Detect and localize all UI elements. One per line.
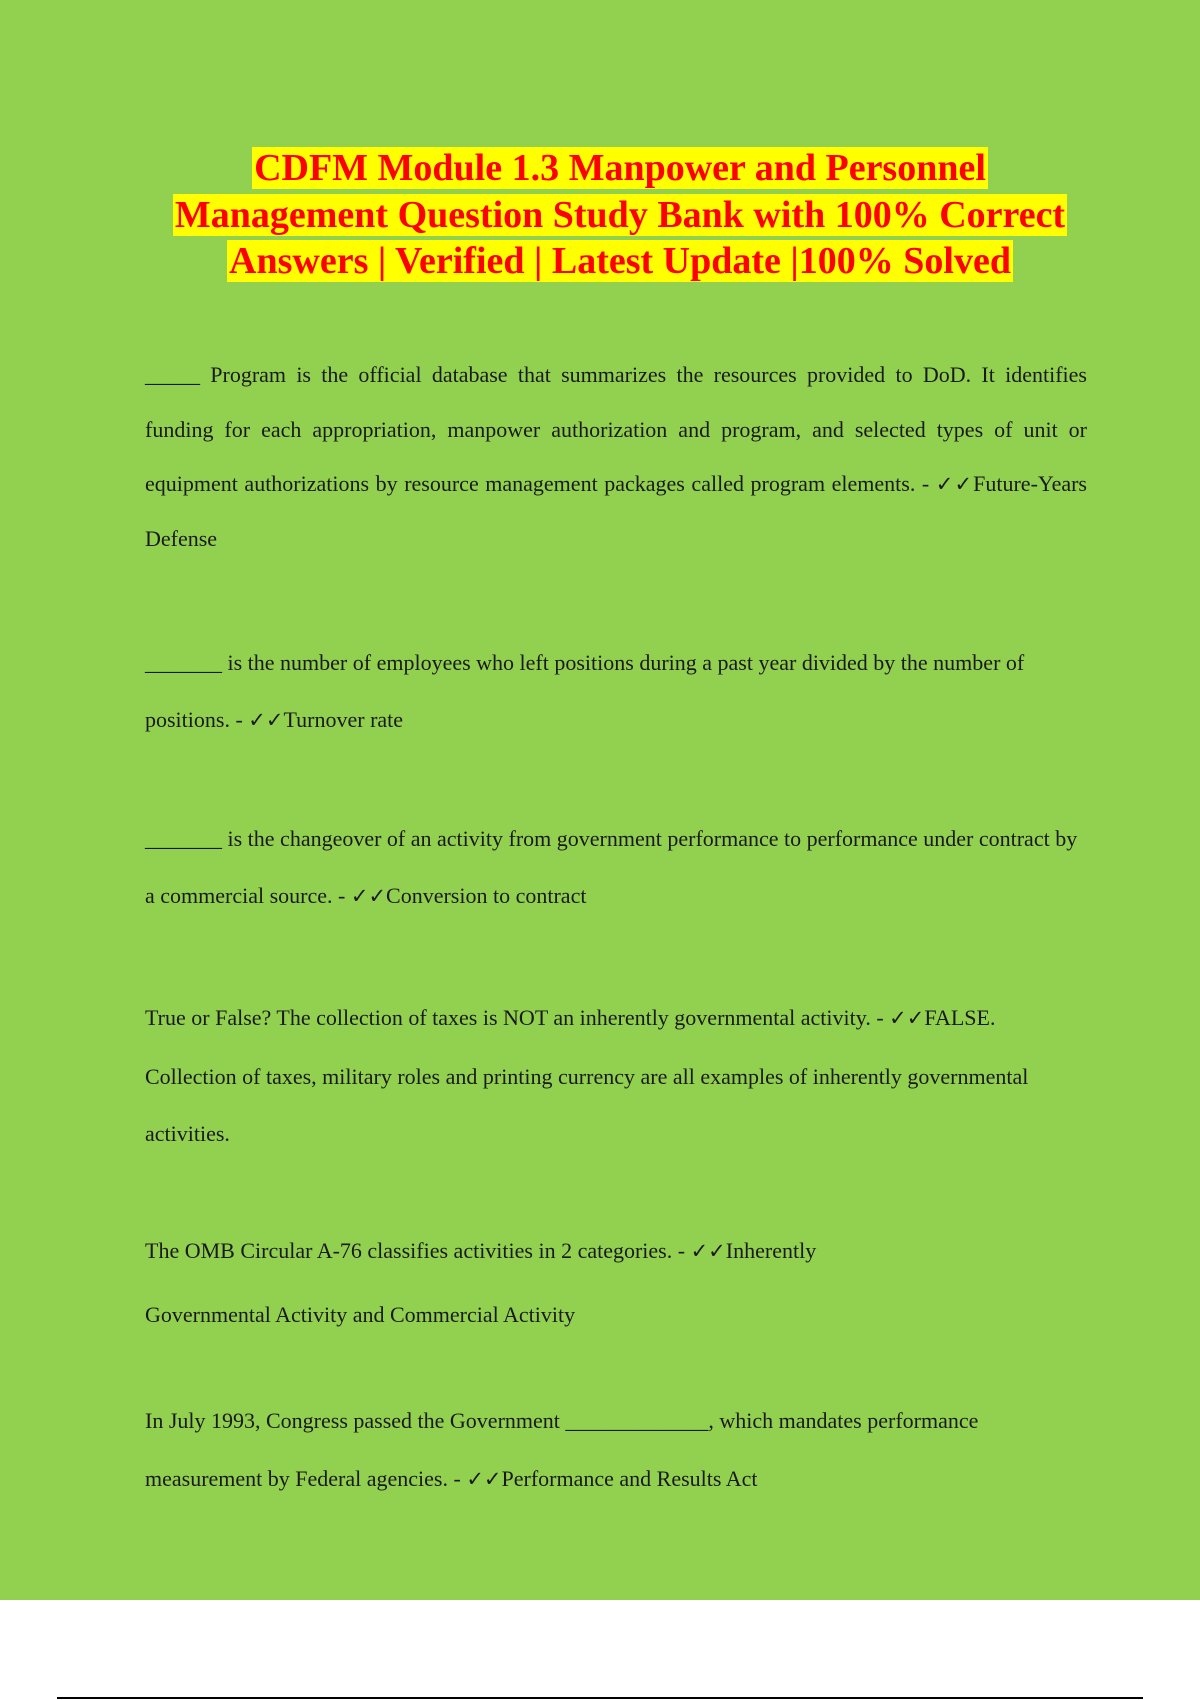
double-check-icon: ✓✓ xyxy=(248,708,284,732)
qa-question-text: The OMB Circular A-76 classifies activities in 2 categories. - xyxy=(145,1238,691,1263)
document-title xyxy=(160,145,1080,285)
title-highlight: CDFM Module 1.3 Manpower and Personnel Management Question Study Bank with 100% Correct Answers | Verified | Latest Update |100% Solved xyxy=(174,147,1066,282)
qa-item-4 xyxy=(145,989,1087,1163)
qa-question-text: True or False? The collection of taxes is NOT an inherently governmental activity. - xyxy=(145,1005,890,1030)
qa-question-text: _______ is the number of employees who left positions during a past year divided by the number of positions. - xyxy=(145,650,1025,732)
double-check-icon: ✓✓ xyxy=(889,1006,925,1030)
qa-item-1 xyxy=(145,348,1087,566)
qa-answer-text: Future-Years Defense xyxy=(145,471,1087,551)
qa-answer-text: Turnover rate xyxy=(283,707,404,732)
qa-answer-text: FALSE. Collection of taxes, military roles and printing currency are all examples of inherently governmental activities. xyxy=(145,1005,1029,1146)
footer-divider-line xyxy=(57,1697,1143,1699)
qa-answer-text: Performance and Results Act xyxy=(501,1466,758,1491)
qa-answer-text: Conversion to contract xyxy=(386,883,587,908)
qa-item-5 xyxy=(145,1219,905,1347)
qa-question-text: In July 1993, Congress passed the Government _____________, which mandates performance measurement by Federal agencies. - xyxy=(145,1408,979,1491)
qa-item-3 xyxy=(145,810,1087,925)
qa-item-2 xyxy=(145,634,1087,749)
qa-question-text: _______ is the changeover of an activity from government performance to performance under contract by a commercial source. - xyxy=(145,826,1078,908)
qa-answer-text: Inherently Governmental Activity and Commercial Activity xyxy=(145,1238,817,1327)
qa-item-6 xyxy=(145,1392,1087,1508)
double-check-icon: ✓✓ xyxy=(350,884,387,908)
double-check-icon: ✓✓ xyxy=(935,472,974,496)
double-check-icon: ✓✓ xyxy=(466,1467,502,1491)
double-check-icon: ✓✓ xyxy=(690,1239,726,1263)
qa-question-text: _____ Program is the official database that summarizes the resources provided to DoD. It identifies funding for each appropriation, manpower authorization and program, and selected types of unit or equipment authorizations by resource management packages called program elements. - xyxy=(145,362,1087,496)
